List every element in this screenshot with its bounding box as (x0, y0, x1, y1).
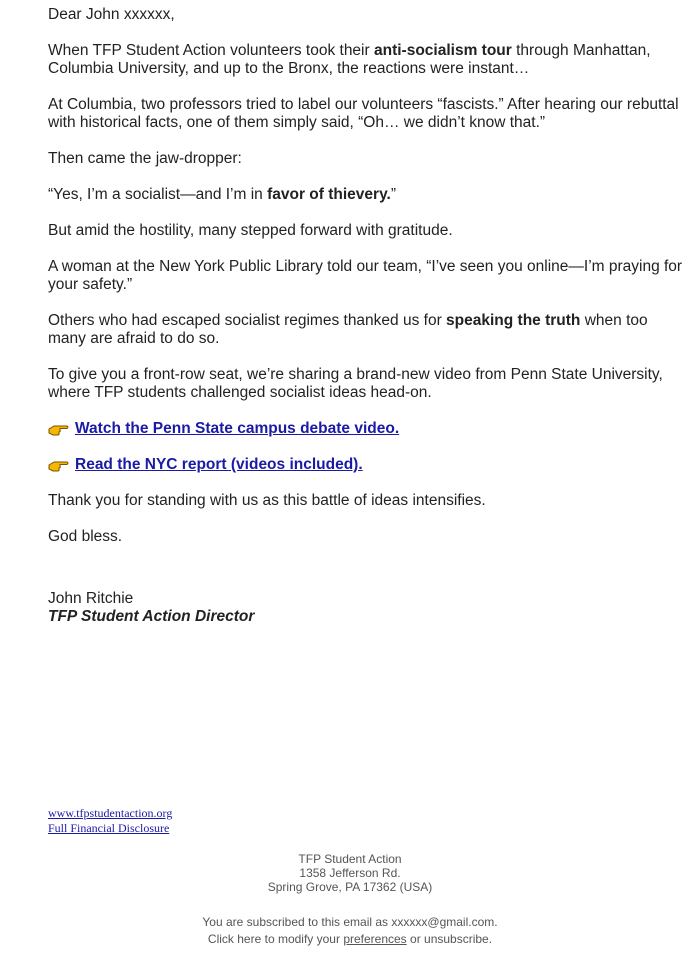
email-body (48, 6, 688, 564)
link-line-penn-state (48, 420, 688, 438)
paragraph-tour: When TFP Student Action volunteers took their anti-socialism tour through Manhattan, Columbia University, and up to the Bronx, the reactions were instant… (48, 42, 651, 77)
signature-title: TFP Student Action Director (48, 608, 255, 625)
pointing-hand-icon (48, 457, 70, 473)
pointing-hand-icon (48, 421, 70, 437)
greeting: Dear John xxxxxx, (48, 6, 175, 23)
penn-state-video-link[interactable]: Watch the Penn State campus debate video. (75, 420, 400, 437)
paragraph-gratitude: But amid the hostility, many stepped forward with gratitude. (48, 222, 453, 239)
footer-links (48, 806, 172, 836)
subscribed-notice: You are subscribed to this email as xxxxxx@gmail.com. (202, 915, 498, 929)
signature-name: John Ritchie (48, 590, 134, 607)
signature (48, 590, 254, 626)
paragraph-video: To give you a front-row seat, we’re sharing a brand-new video from Penn State University, where TFP students challenged socialist ideas head-on. (48, 366, 663, 401)
website-link[interactable]: www.tfpstudentaction.org (48, 806, 173, 820)
preferences-link[interactable]: preferences (343, 932, 407, 946)
street-address: 1358 Jefferson Rd. (299, 866, 401, 880)
paragraph-blessing: God bless. (48, 528, 123, 545)
paragraph-columbia: At Columbia, two professors tried to label our volunteers “fascists.” After hearing our rebuttal with historical facts, one of them simply said, “Oh… we didn’t know that.” (48, 96, 679, 131)
org-name: TFP Student Action (298, 852, 402, 866)
nyc-report-link[interactable]: Read the NYC report (videos included). (75, 456, 363, 473)
city-address: Spring Grove, PA 17362 (USA) (267, 880, 433, 894)
financial-disclosure-link[interactable]: Full Financial Disclosure (48, 821, 170, 835)
link-line-nyc (48, 456, 688, 474)
paragraph-quote: “Yes, I’m a socialist—and I’m in favor of thievery.” (48, 186, 397, 203)
postal-address (0, 852, 700, 894)
paragraph-library: A woman at the New York Public Library told our team, “I’ve seen you online—I’m praying for your safety.” (48, 258, 683, 293)
paragraph-thanks: Thank you for standing with us as this battle of ideas intensifies. (48, 492, 486, 509)
modify-line: Click here to modify your preferences or unsubscribe. (207, 932, 493, 946)
paragraph-jaw-dropper: Then came the jaw-dropper: (48, 150, 242, 167)
subscription-info (0, 914, 700, 948)
paragraph-regimes: Others who had escaped socialist regimes thanked us for speaking the truth when too many are afraid to do so. (48, 312, 648, 347)
